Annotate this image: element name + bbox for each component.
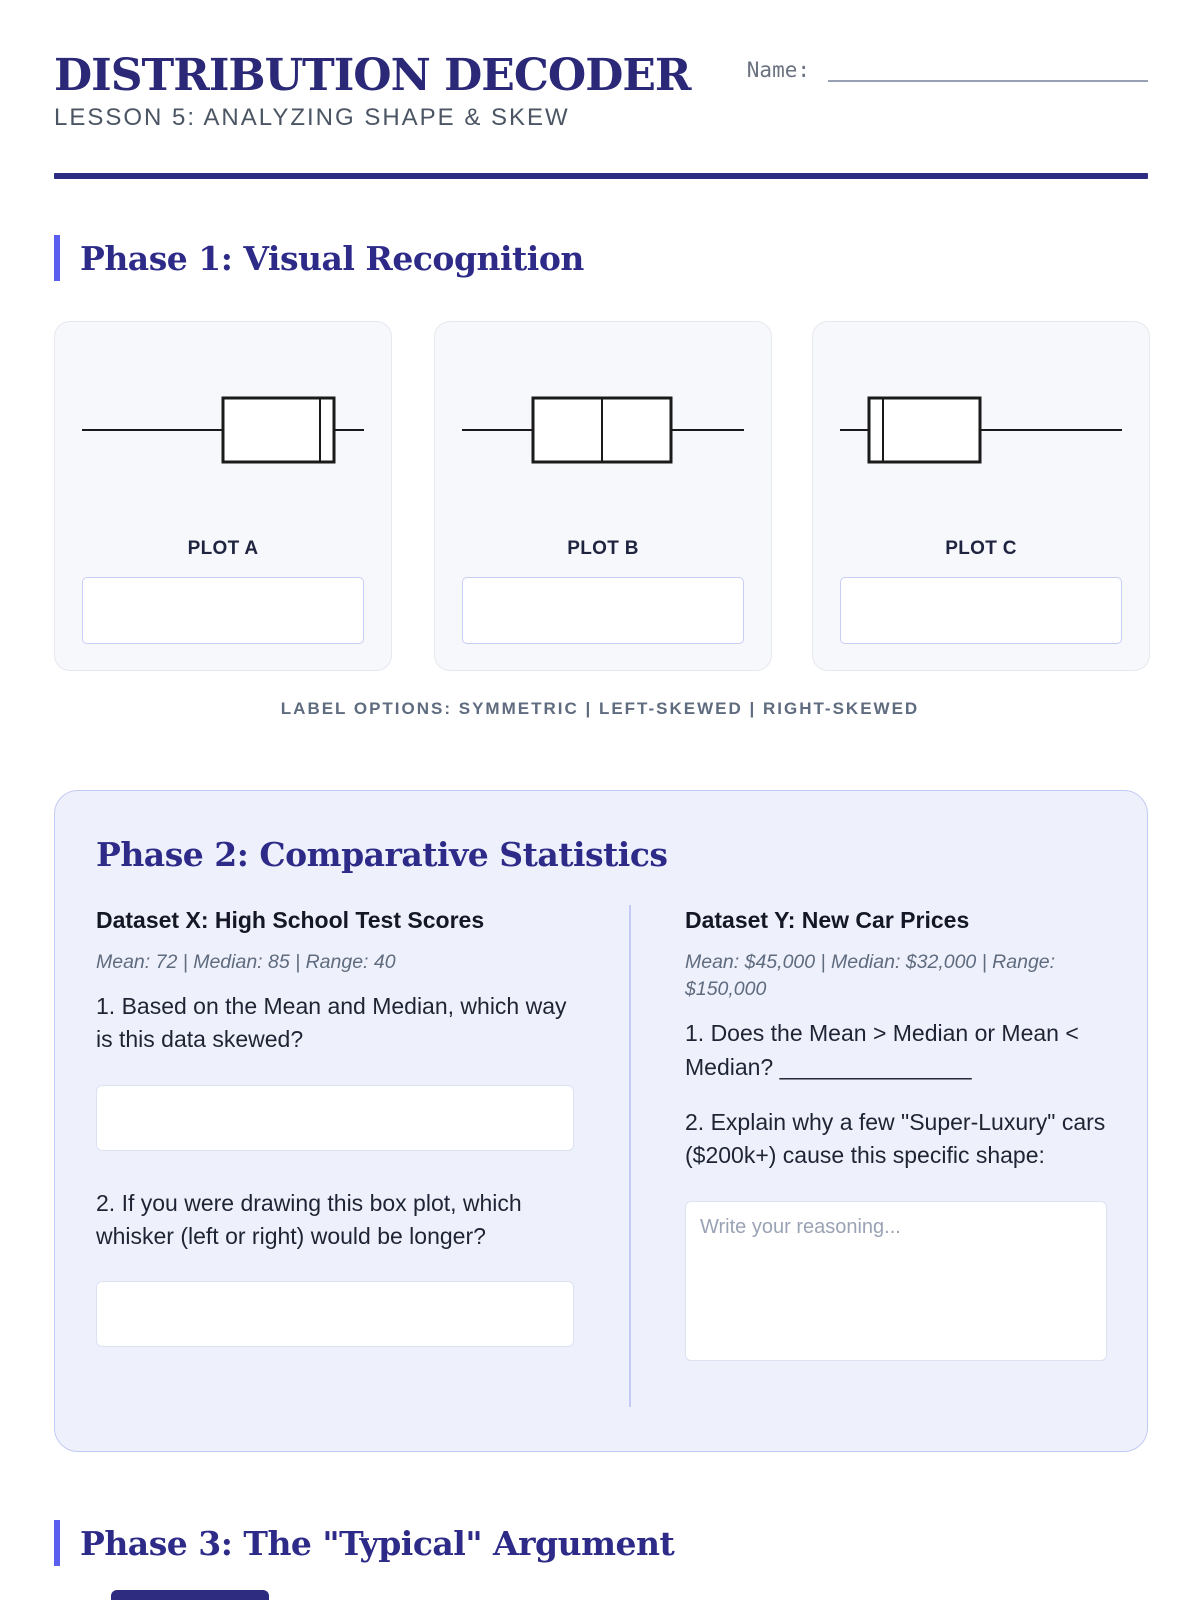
plot-c-box [869,398,980,462]
heading-accent-bar [54,235,60,281]
box-plot-c [840,390,1124,470]
page-title: DISTRIBUTION DECODER [54,50,691,101]
dataset-y-title: Dataset Y: New Car Prices [685,907,970,933]
plot-card-b [434,321,772,671]
name-label: Name: [746,58,810,82]
lesson-subtitle: LESSON 5: ANALYZING SHAPE & SKEW [54,104,570,132]
dataset-x-stats: Mean: 72 | Median: 85 | Range: 40 [96,950,396,973]
plot-card-c [812,321,1150,671]
dataset-y-question-1: 1. Does the Mean > Median or Mean < Median? _______________ [685,1020,1079,1080]
plot-c-label: PLOT C [945,538,1017,559]
box-plot-b [462,390,746,470]
plot-a-label: PLOT A [187,538,259,559]
plot-a-box [223,398,334,462]
phase1-heading [54,235,584,281]
dataset-x-question-1: 1. Based on the Mean and Median, which way is this data skewed? [96,992,567,1053]
label-options-hint: LABEL OPTIONS: SYMMETRIC | LEFT-SKEWED | RIGHT-SKEWED [280,699,920,718]
dataset-x-answer-1-input[interactable] [96,1085,574,1151]
plot-card-a [54,321,392,671]
worksheet-header [54,52,1148,180]
dataset-x-answer-2-input[interactable] [96,1281,574,1347]
plot-a-answer-input[interactable] [82,577,364,644]
phase3-title: Phase 3: The "Typical" Argument [80,1523,675,1563]
dataset-x-question-2: 2. If you were drawing this box plot, which whisker (left or right) would be longer? [96,1189,522,1249]
column-divider [629,905,631,1407]
name-input-line[interactable] [828,58,1148,82]
plot-c-answer-input[interactable] [840,577,1122,644]
reasoning-textarea[interactable] [685,1201,1107,1361]
box-plot-a [82,390,366,470]
phase1-title: Phase 1: Visual Recognition [80,238,584,278]
phase2-panel [54,790,1148,1452]
name-field-row [747,58,1148,82]
dataset-y-column [685,907,1109,1366]
dataset-y-question-2: 2. Explain why a few "Super-Luxury" cars ($200k+) cause this specific shape: [685,1108,1106,1169]
plot-b-label: PLOT B [567,538,639,559]
dataset-x-title: Dataset X: High School Test Scores [96,907,485,933]
plot-b-answer-input[interactable] [462,577,744,644]
header-divider [54,173,1148,179]
phase3-heading [54,1520,674,1566]
phase2-title: Phase 2: Comparative Statistics [96,835,668,874]
dataset-y-stats: Mean: $45,000 | Median: $32,000 | Range: $150,000 [685,950,1056,1000]
dataset-x-column [96,907,576,1347]
phase3-content-tab [111,1590,269,1600]
heading-accent-bar [54,1520,60,1566]
